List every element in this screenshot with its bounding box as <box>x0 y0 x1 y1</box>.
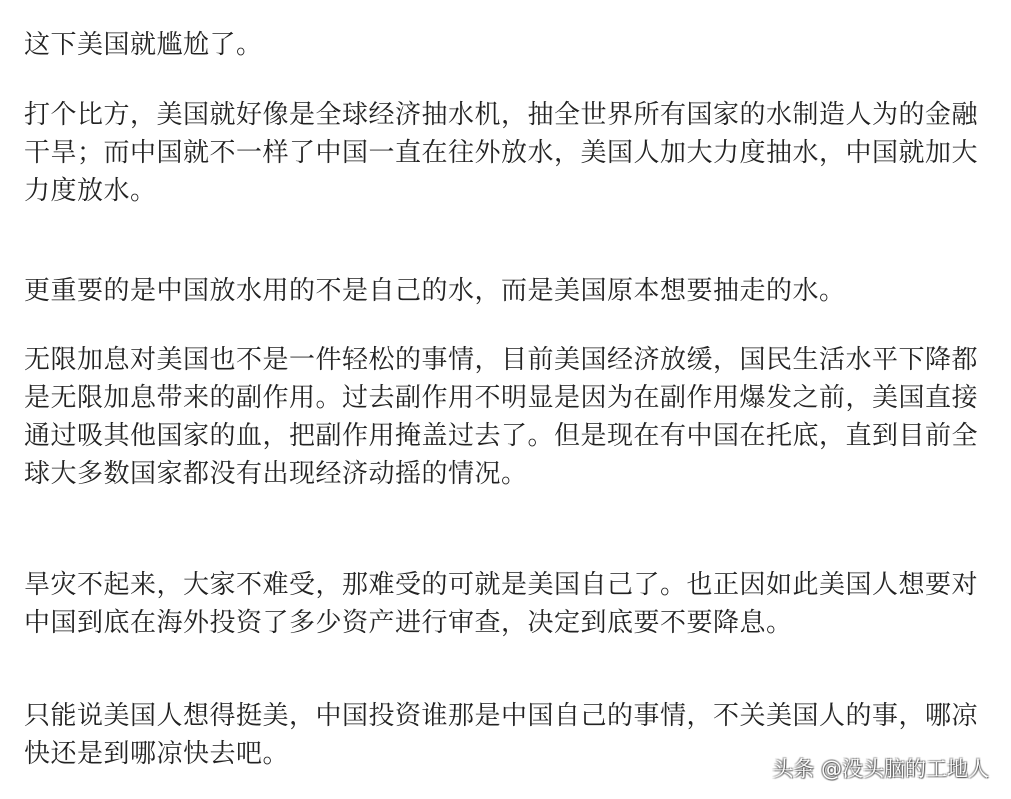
article-paragraph-3: 更重要的是中国放水用的不是自己的水，而是美国原本想要抽走的水。 <box>24 276 846 306</box>
article-paragraph-5: 旱灾不起来，大家不难受，那难受的可就是美国自己了。也正因如此美国人想要对中国到底在海外投资了多少资产进行审查，决定到底要不要降息。 <box>24 570 979 638</box>
article-paragraph-4: 无限加息对美国也不是一件轻松的事情，目前美国经济放缓，国民生活水平下降都是无限加息带来的副作用。过去副作用不明显是因为在副作用爆发之前，美国直接通过吸其他国家的血，把副作用掩盖过去了。但是现在有中国在托底，直到目前全球大多数国家都没有出现经济动摇的情况。 <box>24 345 979 489</box>
article-paragraph-6: 只能说美国人想得挺美，中国投资谁那是中国自己的事情，不关美国人的事，哪凉快还是到哪凉快去吧。 <box>24 701 979 769</box>
article-paragraph-2: 打个比方，美国就好像是全球经济抽水机，抽全世界所有国家的水制造人为的金融干旱；而中国就不一样了中国一直在往外放水，美国人加大力度抽水，中国就加大力度放水。 <box>24 100 979 206</box>
author-watermark: 头条 @没头脑的工地人 <box>772 757 989 781</box>
article-paragraph-1: 这下美国就尴尬了。 <box>24 30 263 60</box>
